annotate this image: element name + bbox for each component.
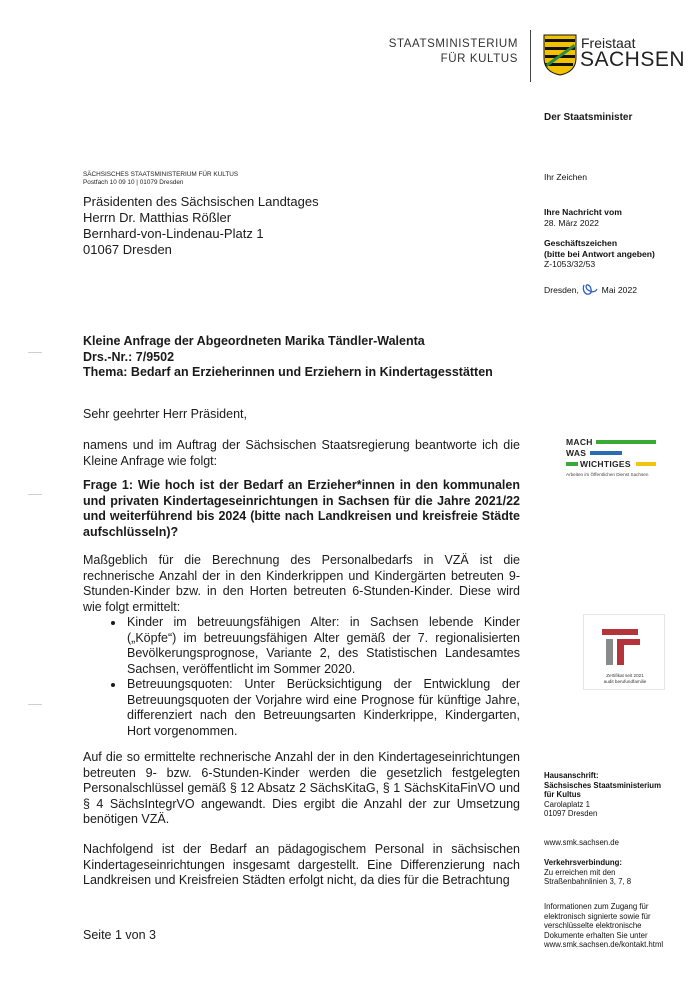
mach-subtitle: Arbeiten im Öffentlichen Dienst Sachsen: [566, 472, 649, 477]
recipient-line3: Bernhard-von-Lindenau-Platz 1: [83, 226, 264, 241]
transport-line2: Straßenbahnlinien 3, 7, 8: [544, 877, 632, 887]
subject-line3: Thema: Bedarf an Erzieherinnen und Erziehern in Kindertagesstätten: [83, 365, 493, 379]
your-message-block: [544, 207, 622, 228]
yellow-bar: [636, 462, 656, 466]
paragraph-1: Maßgeblich für die Berechnung des Personalbedarfs in VZÄ ist die rechnerische Anzahl der in den Kinderkrippen und Kindergärten betreuten 9-Stunden-Kinder bzw. in den Horten betreuten 6-Stunden-Kinder. Diese wird wie folgt ermittelt:: [83, 553, 520, 614]
transport-block: [544, 858, 631, 887]
date-suffix: Mai 2022: [601, 285, 638, 295]
your-message-date: 28. März 2022: [544, 217, 599, 228]
audit-line1: Zertifikat seit 2021: [606, 673, 644, 678]
transport-line1: Zu erreichen mit den: [544, 867, 616, 877]
recipient-address: [83, 194, 319, 258]
question-1: Frage 1: Wie hoch ist der Bedarf an Erzieher*innen in den kommunalen und privaten Kindertageseinrichtungen in Sachsen für die Jahre 2021/22 und weiterführend bis 2024 (bitte nach Landkreisen und kreisfreie Städte aufschlüsseln)?: [83, 478, 520, 539]
intro-paragraph: namens und im Auftrag der Sächsischen Staatsregierung beantworte ich die Kleine Anfrage wie folgt:: [83, 438, 520, 468]
recipient-line4: 01067 Dresden: [83, 242, 172, 257]
date-prefix: Dresden,: [544, 285, 579, 295]
subject-line1: Kleine Anfrage der Abgeordneten Marika Tändler-Walenta: [83, 334, 425, 348]
header-divider: [530, 30, 531, 82]
file-reference-note: (bitte bei Antwort angeben): [544, 248, 655, 259]
transport-label: Verkehrsverbindung:: [544, 858, 622, 867]
audit-text: [588, 673, 662, 684]
saxony-coat-of-arms-icon: [543, 34, 577, 76]
subject-line2: Drs.-Nr.: 7/9502: [83, 349, 175, 364]
state-name-line2: SACHSEN: [580, 48, 686, 71]
handwritten-day-mark: [581, 281, 599, 297]
green-bar: [596, 440, 656, 444]
audit-berufundfamilie-badge: [583, 614, 665, 690]
ministry-name: [380, 37, 518, 67]
paragraph-2: Auf die so ermittelte rechnerische Anzahl der in den Kindertageseinrichtungen betreuten 9- bzw. 6-Stunden-Kinder werden die gesetzlich festgelegten Personalschlüssel gemäß § 12 Absatz 2 SächsKitaG, § 1 SächsKitaFinVO und § 4 SächsIntegrVO angewandt. Dies ergibt die Anzahl der zur Umsetzung benötigen VZÄ.: [83, 750, 520, 826]
fold-mark: [28, 704, 42, 705]
sender-address: [83, 171, 238, 187]
mach-line3: WICHTIGES: [580, 459, 631, 469]
website-link[interactable]: www.smk.sachsen.de: [544, 838, 619, 847]
mach-was-wichtiges-logo: [566, 437, 662, 477]
state-name-line1: Freistaat: [581, 35, 636, 51]
punch-mark: [28, 494, 42, 495]
info-block: [544, 902, 663, 950]
info-line4: Dokumente erhalten Sie unter: [544, 930, 648, 940]
recipient-line2: Herrn Dr. Matthias Rößler: [83, 210, 232, 225]
your-sign-label: Ihr Zeichen: [544, 172, 587, 182]
file-reference-block: [544, 238, 655, 270]
minister-title: Der Staatsminister: [544, 112, 633, 123]
letter-date: [544, 281, 637, 297]
address-line1: Sächsisches Staatsministerium: [544, 780, 662, 790]
bullet-list: [83, 615, 520, 739]
salutation: Sehr geehrter Herr Präsident,: [83, 407, 247, 421]
sender-line1: SÄCHSISCHES STAATSMINISTERIUM FÜR KULTUS: [83, 171, 239, 178]
subject: [83, 334, 523, 381]
file-reference-value: Z-1053/32/53: [544, 259, 596, 269]
mach-line2: WAS: [566, 448, 587, 458]
bullet-item: • Betreuungsquoten: Unter Berücksichtigung der Entwicklung der Betreuungsquoten der Vorjahre wird eine Prognose für künftige Jahre, differenziert nach den Betreuungsarten Kinderkrippe, Kindergarten, Hort vorgenommen.: [125, 677, 520, 739]
info-line1: Informationen zum Zugang für: [544, 902, 649, 911]
address-line4: 01097 Dresden: [544, 809, 598, 819]
ministry-name-line1: STAATSMINISTERIUM: [388, 38, 518, 50]
address-line3: Carolaplatz 1: [544, 799, 590, 809]
file-reference-label: Geschäftszeichen: [544, 238, 618, 248]
info-line2: elektronisch signierte sowie für: [544, 911, 651, 921]
mach-line1: MACH: [566, 437, 593, 447]
address-line2: für Kultus: [544, 790, 581, 800]
ministry-name-line2: FÜR KULTUS: [440, 53, 518, 65]
your-message-label: Ihre Nachricht vom: [544, 207, 622, 217]
sender-line2: Postfach 10 09 10 | 01079 Dresden: [83, 179, 184, 186]
audit-line2: audit berufundfamilie: [603, 678, 647, 684]
bullet-item: • Kinder im betreuungsfähigen Alter: in Sachsen lebende Kinder („Köpfe“) im betreuungsfähigen Alter gemäß der 7. regionalisierten Bevölkerungsprognose, Variante 2, des Statistischen Landesamtes Sachsen, veröffentlicht im Sommer 2020.: [125, 615, 520, 677]
paragraph-3: Nachfolgend ist der Bedarf an pädagogischem Personal in sächsischen Kindertageseinrichtungen insgesamt dargestellt. Eine Differenzierung nach Landkreisen und Kreisfreien Städten erfolgt nicht, da dies für die Betrachtung: [83, 842, 520, 887]
page-number: Seite 1 von 3: [83, 928, 156, 942]
info-line3: verschlüsselte elektronische: [544, 921, 642, 931]
fold-mark: [28, 352, 42, 353]
contact-link[interactable]: www.smk.sachsen.de/kontakt.html: [544, 940, 664, 950]
address-label: Hausanschrift:: [544, 771, 599, 780]
address-block: [544, 771, 661, 819]
blue-bar: [590, 451, 622, 455]
audit-logo-icon: [602, 629, 646, 669]
recipient-line1: Präsidenten des Sächsischen Landtages: [83, 194, 319, 209]
green-bar: [566, 462, 578, 466]
